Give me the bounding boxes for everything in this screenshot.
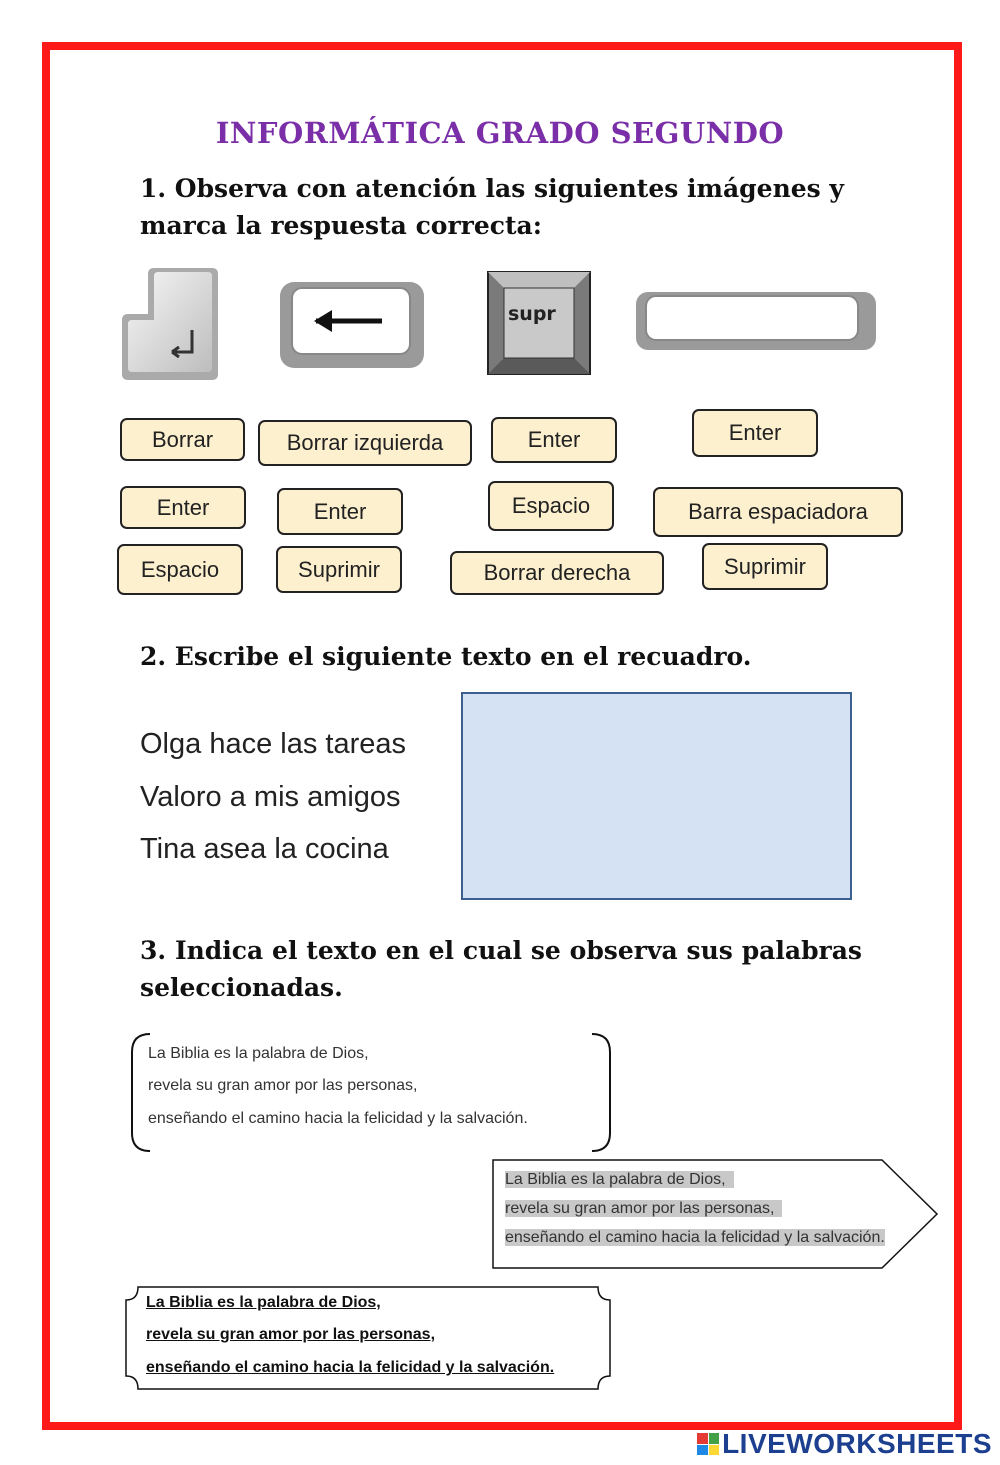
supr-key-image [486, 270, 592, 376]
logo-text: LIVEWORKSHEETS [722, 1428, 992, 1459]
option-borrar[interactable]: Borrar [120, 418, 245, 461]
answer-textbox[interactable] [461, 692, 852, 900]
question-2: 2. Escribe el siguiente texto en el recuadro. [140, 642, 752, 671]
option-borrar-izquierda[interactable]: Borrar izquierda [258, 420, 472, 466]
option-borrar-derecha[interactable]: Borrar derecha [450, 551, 664, 595]
text-option-c-line-1[interactable]: La Biblia es la palabra de Dios, [146, 1294, 381, 1311]
sentence-2: Valoro a mis amigos [140, 781, 401, 813]
selected-text: La Biblia es la palabra de Dios, [505, 1171, 734, 1188]
text-option-c-line-3[interactable]: enseñando el camino hacia la felicidad y la salvación. [146, 1359, 555, 1376]
option-suprimir[interactable]: Suprimir [702, 543, 828, 590]
sentence-1: Olga hace las tareas [140, 728, 406, 760]
enter-key-image [108, 260, 230, 390]
text-option-b-line-3[interactable] [505, 1229, 911, 1247]
selected-text: revela su gran amor por las personas, [505, 1200, 782, 1217]
option-enter[interactable]: Enter [120, 486, 246, 529]
option-enter[interactable]: Enter [277, 488, 403, 535]
text-option-a-line-1[interactable]: La Biblia es la palabra de Dios, [148, 1045, 369, 1062]
option-enter[interactable]: Enter [692, 409, 818, 457]
text-option-b-line-1[interactable] [505, 1171, 734, 1189]
sentence-3: Tina asea la cocina [140, 833, 389, 865]
option-suprimir[interactable]: Suprimir [276, 546, 402, 593]
text-option-a-line-3[interactable]: enseñando el camino hacia la felicidad y la salvación. [148, 1110, 528, 1127]
selected-text: enseñando el camino hacia la felicidad y la salvación. [505, 1229, 885, 1246]
option-espacio[interactable]: Espacio [488, 481, 614, 531]
question-1: 1. Observa con atención las siguientes imágenes y marca la respuesta correcta: [140, 174, 844, 240]
backspace-key-image [278, 280, 426, 370]
spacebar-key-image [634, 288, 878, 354]
option-barra-espaciadora[interactable]: Barra espaciadora [653, 487, 903, 537]
question-3: 3. Indica el texto en el cual se observa sus palabras seleccionadas. [140, 936, 862, 1002]
text-option-a-line-2[interactable]: revela su gran amor por las personas, [148, 1077, 418, 1094]
supr-key-label: supr [508, 303, 556, 325]
logo-icon [697, 1433, 719, 1455]
text-option-c-line-2[interactable]: revela su gran amor por las personas, [146, 1326, 436, 1343]
option-espacio[interactable]: Espacio [117, 544, 243, 595]
text-option-b-line-2[interactable] [505, 1200, 782, 1218]
option-enter[interactable]: Enter [491, 417, 617, 463]
liveworksheets-logo [697, 1428, 992, 1460]
page-title: INFORMÁTICA GRADO SEGUNDO [215, 116, 785, 150]
